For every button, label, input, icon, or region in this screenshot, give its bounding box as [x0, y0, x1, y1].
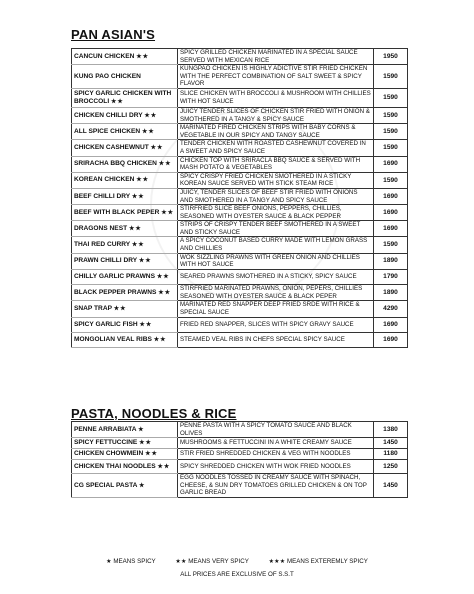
- dish-description: JUICY, TENDER SLICES OF BEEF STIR FRIED WITH ONIONS AND SMOTHERED IN A TANGY AND SPICY SAUCE: [178, 188, 374, 204]
- dish-description: A SPICY COCONUT BASED CURRY MADE WITH LEMON GRASS AND CHILLIES: [178, 237, 374, 253]
- dish-name-cell: [72, 107, 178, 123]
- dish-description: WOK SIZZLING PRAWNS WITH GREEN ONION AND CHILLIES WITH HOT SAUCE: [178, 253, 374, 269]
- dish-description: PENNE PASTA WITH A SPICY TOMATO SAUCE AND BLACK OLIVES: [178, 422, 374, 438]
- dish-price: 1690: [374, 332, 408, 347]
- dish-name: KOREAN CHICKEN: [74, 176, 135, 184]
- tax-note: ALL PRICES ARE EXCLUSIVE OF S.S.T: [180, 571, 294, 578]
- menu-row: [72, 237, 408, 253]
- dish-description: STIRFRIED SLICE BEEF ONIONS, PEPPERS, CHILLIES, SEASONED WITH OYESTER SAUCE & BLACK PEPPER: [178, 205, 374, 221]
- menu-row: [72, 474, 408, 498]
- dish-price: 1590: [374, 88, 408, 107]
- dish-price: 1450: [374, 474, 408, 498]
- menu-row: [72, 332, 408, 347]
- dish-price: 1380: [374, 422, 408, 438]
- dish-name: DRAGONS NEST: [74, 224, 128, 232]
- dish-name: SRIRACHA BBQ CHICKEN: [74, 160, 157, 168]
- dish-description: SPICY GRILLED CHICKEN MARINATED IN A SPECIAL SAUCE SERVED WITH MEXICAN RICE: [178, 49, 374, 65]
- dish-price: 1950: [374, 49, 408, 65]
- dish-name-cell: [72, 172, 178, 188]
- dish-price: 1180: [374, 449, 408, 460]
- menu-row: [72, 172, 408, 188]
- dish-name: CHICKEN CHILLI DRY: [74, 111, 143, 119]
- spice-stars: ★★: [156, 273, 170, 280]
- dish-description: KUNGPAO CHICKEN IS HIGHLY ADICTIVE STIR FRIED CHICKEN WITH THE PERFECT COMBINATION OF SALT SWEET & SPICY FLAVOR: [178, 65, 374, 89]
- spice-stars: ★★: [131, 242, 145, 249]
- dish-name-cell: [72, 449, 178, 460]
- dish-description: SPICY SHREDDED CHICKEN WITH WOK FRIED NOODLES: [178, 460, 374, 474]
- dish-description: STEAMED VEAL RIBS IN CHEFS SPECIAL SPICY SAUCE: [178, 332, 374, 347]
- menu-row: [72, 205, 408, 221]
- dish-name: CANCUN CHICKEN: [74, 52, 135, 60]
- dish-price: 1590: [374, 107, 408, 123]
- dish-name-cell: [72, 124, 178, 140]
- menu-row: [72, 253, 408, 269]
- spice-stars: ★★: [138, 258, 152, 265]
- dish-name-cell: [72, 221, 178, 237]
- section-title-pasta: PASTA, NOODLES & RICE: [71, 406, 237, 421]
- dish-name: SPICY FETTUCCINE: [74, 439, 138, 447]
- spice-stars: ★★: [131, 193, 145, 200]
- menu-row: [72, 422, 408, 438]
- dish-name-cell: [72, 140, 178, 156]
- spice-stars: ★★: [136, 53, 150, 60]
- dish-name: PRAWN CHILLI DRY: [74, 257, 138, 265]
- menu-row: [72, 140, 408, 156]
- dish-name-cell: [72, 301, 178, 317]
- dish-name: SNAP TRAP: [74, 304, 112, 312]
- dish-price: 4290: [374, 301, 408, 317]
- spice-stars: ★★: [128, 225, 142, 232]
- section-title-pan-asian: PAN ASIAN'S: [71, 27, 156, 42]
- dish-name-cell: [72, 88, 178, 107]
- spice-stars: ★★: [158, 289, 172, 296]
- dish-price: 1790: [374, 269, 408, 284]
- dish-name-cell: [72, 205, 178, 221]
- legend-very-spicy: ★★ MEANS VERY SPICY: [175, 558, 249, 565]
- dish-description: FRIED RED SNAPPER, SLICES WITH SPICY GRAVY SAUCE: [178, 317, 374, 332]
- dish-description: TENDER CHICKEN WITH ROASTED CASHEWNUT COVERED IN A SWEET AND SPICY SAUCE: [178, 140, 374, 156]
- dish-price: 1690: [374, 188, 408, 204]
- spice-stars: ★★: [157, 463, 171, 470]
- dish-name-cell: [72, 269, 178, 284]
- dish-description: JUICY TENDER SLICES OF CHICKEN STIR FRIED WITH ONION & SMOTHERED IN A TANGY & SPICY SAUCE: [178, 107, 374, 123]
- menu-row: [72, 301, 408, 317]
- spice-stars: ★: [138, 426, 145, 433]
- dish-name: BLACK PEPPER PRAWNS: [74, 288, 157, 296]
- dish-name: SPICY GARLIC CHICKEN WITH BROCCOLI: [74, 89, 172, 105]
- spice-stars: ★★: [113, 305, 127, 312]
- dish-description: MUSHROOMS & FETTUCCINI IN A WHITE CREAMY SAUCE: [178, 438, 374, 449]
- dish-name-cell: [72, 285, 178, 301]
- dish-description: EGG NOODLES TOSSED IN CREAMY SAUCE WITH SPINACH, CHEESE, & SUN DRY TOMATOES GRILLED CHICKEN & ON TOP GARLIC BREAD: [178, 474, 374, 498]
- dish-name-cell: [72, 156, 178, 172]
- menu-row: [72, 449, 408, 460]
- dish-price: 1690: [374, 156, 408, 172]
- dish-name: CHICKEN THAI NOODLES: [74, 462, 156, 470]
- menu-row: [72, 285, 408, 301]
- menu-row: [72, 107, 408, 123]
- dish-description: STIR FRIED SHREDDED CHICKEN & VEG WITH NOODLES: [178, 449, 374, 460]
- dish-name: SPICY GARLIC FISH: [74, 320, 138, 328]
- menu-row: [72, 88, 408, 107]
- menu-row: [72, 438, 408, 449]
- dish-name-cell: [72, 422, 178, 438]
- dish-price: 1250: [374, 460, 408, 474]
- dish-description: SLICE CHICKEN WITH BROCCOLI & MUSHROOM WITH CHILLIES WITH HOT SAUCE: [178, 88, 374, 107]
- legend-spicy: ★ MEANS SPICY: [106, 558, 156, 565]
- spice-stars: ★★: [158, 161, 172, 168]
- dish-name: CHICKEN CASHEWNUT: [74, 143, 149, 151]
- dish-name: ALL SPICE CHICKEN: [74, 127, 141, 135]
- spice-stars: ★★: [139, 440, 152, 447]
- dish-name-cell: [72, 317, 178, 332]
- pan-asian-menu-table: [71, 48, 408, 348]
- dish-description: MARINATED FIRED CHICKEN STRIPS WITH BABY CORNS & VEGETABLE IN OUR SPICY AND TANGY SAUCE: [178, 124, 374, 140]
- menu-row: [72, 124, 408, 140]
- menu-row: [72, 49, 408, 65]
- dish-name: MONGOLIAN VEAL RIBS: [74, 335, 152, 343]
- spice-stars: ★★: [142, 128, 155, 135]
- dish-name: CG SPECIAL PASTA: [74, 481, 138, 489]
- dish-price: 1590: [374, 172, 408, 188]
- spice-stars: ★★: [153, 336, 167, 343]
- dish-name-cell: [72, 438, 178, 449]
- spice-stars: ★: [138, 482, 146, 489]
- spice-stars: ★★: [139, 321, 153, 328]
- menu-row: [72, 317, 408, 332]
- dish-name: CHILLY GARLIC PRAWNS: [74, 272, 155, 280]
- dish-description: SEARED PRAWNS SMOTHERED IN A STICKY, SPICY SAUCE: [178, 269, 374, 284]
- menu-row: [72, 156, 408, 172]
- dish-name: BEEF WITH BLACK PEPER: [74, 208, 160, 216]
- dish-price: 1450: [374, 438, 408, 449]
- dish-name-cell: [72, 253, 178, 269]
- menu-row: [72, 65, 408, 89]
- spice-legend: [0, 558, 474, 565]
- menu-row: [72, 269, 408, 284]
- menu-row: [72, 221, 408, 237]
- pasta-menu-table: [71, 421, 408, 498]
- menu-row: [72, 188, 408, 204]
- legend-extremely-spicy: ★★★ MEANS EXTEREMLY SPICY: [268, 558, 368, 565]
- spice-stars: ★★: [136, 177, 150, 184]
- spice-stars: ★★: [161, 209, 174, 216]
- dish-name-cell: [72, 188, 178, 204]
- spice-stars: ★★: [144, 112, 158, 119]
- spice-stars: ★★: [150, 144, 164, 151]
- dish-description: STRIPS OF CRISPY TENDER BEEF SMOTHERED IN A SWEET AND STICKY SAUCE: [178, 221, 374, 237]
- dish-price: 1590: [374, 237, 408, 253]
- dish-price: 1890: [374, 253, 408, 269]
- dish-name: KUNG PAO CHICKEN: [74, 72, 141, 80]
- dish-price: 1590: [374, 65, 408, 89]
- spice-stars: ★★: [111, 98, 124, 105]
- dish-price: 1690: [374, 317, 408, 332]
- dish-name: THAI RED CURRY: [74, 241, 131, 249]
- dish-description: CHICKEN TOP WITH SRIRACLA BBQ SAUCE & SERVED WITH MASH POTATO & VEGETABLES: [178, 156, 374, 172]
- dish-price: 1890: [374, 285, 408, 301]
- dish-name: BEEF CHILLI DRY: [74, 192, 131, 200]
- dish-name: CHICKEN CHOWMEIN: [74, 450, 144, 458]
- dish-name-cell: [72, 65, 178, 89]
- dish-name-cell: [72, 460, 178, 474]
- dish-name-cell: [72, 474, 178, 498]
- dish-price: 1690: [374, 205, 408, 221]
- dish-description: SPICY CRISPY FRIED CHICKEN SMOTHERED IN A STICKY KOREAN SAUCE SERVED WITH STICK STEAM RICE: [178, 172, 374, 188]
- dish-price: 1590: [374, 124, 408, 140]
- dish-name-cell: [72, 237, 178, 253]
- dish-description: MARINATED RED SNAPPER DEEP FRIED SRDE WITH RICE & SPECIAL SAUCE: [178, 301, 374, 317]
- dish-name-cell: [72, 49, 178, 65]
- menu-row: [72, 460, 408, 474]
- spice-stars: ★★: [145, 451, 158, 458]
- dish-name-cell: [72, 332, 178, 347]
- dish-price: 1590: [374, 140, 408, 156]
- dish-description: STIRFRIED MARINATED PRAWNS, ONION, PEPERS, CHILLIES SEASONED WITH OYESTER SAUCE & BLACK PEPER: [178, 285, 374, 301]
- dish-name: PENNE ARRABIATA: [74, 425, 137, 433]
- dish-price: 1690: [374, 221, 408, 237]
